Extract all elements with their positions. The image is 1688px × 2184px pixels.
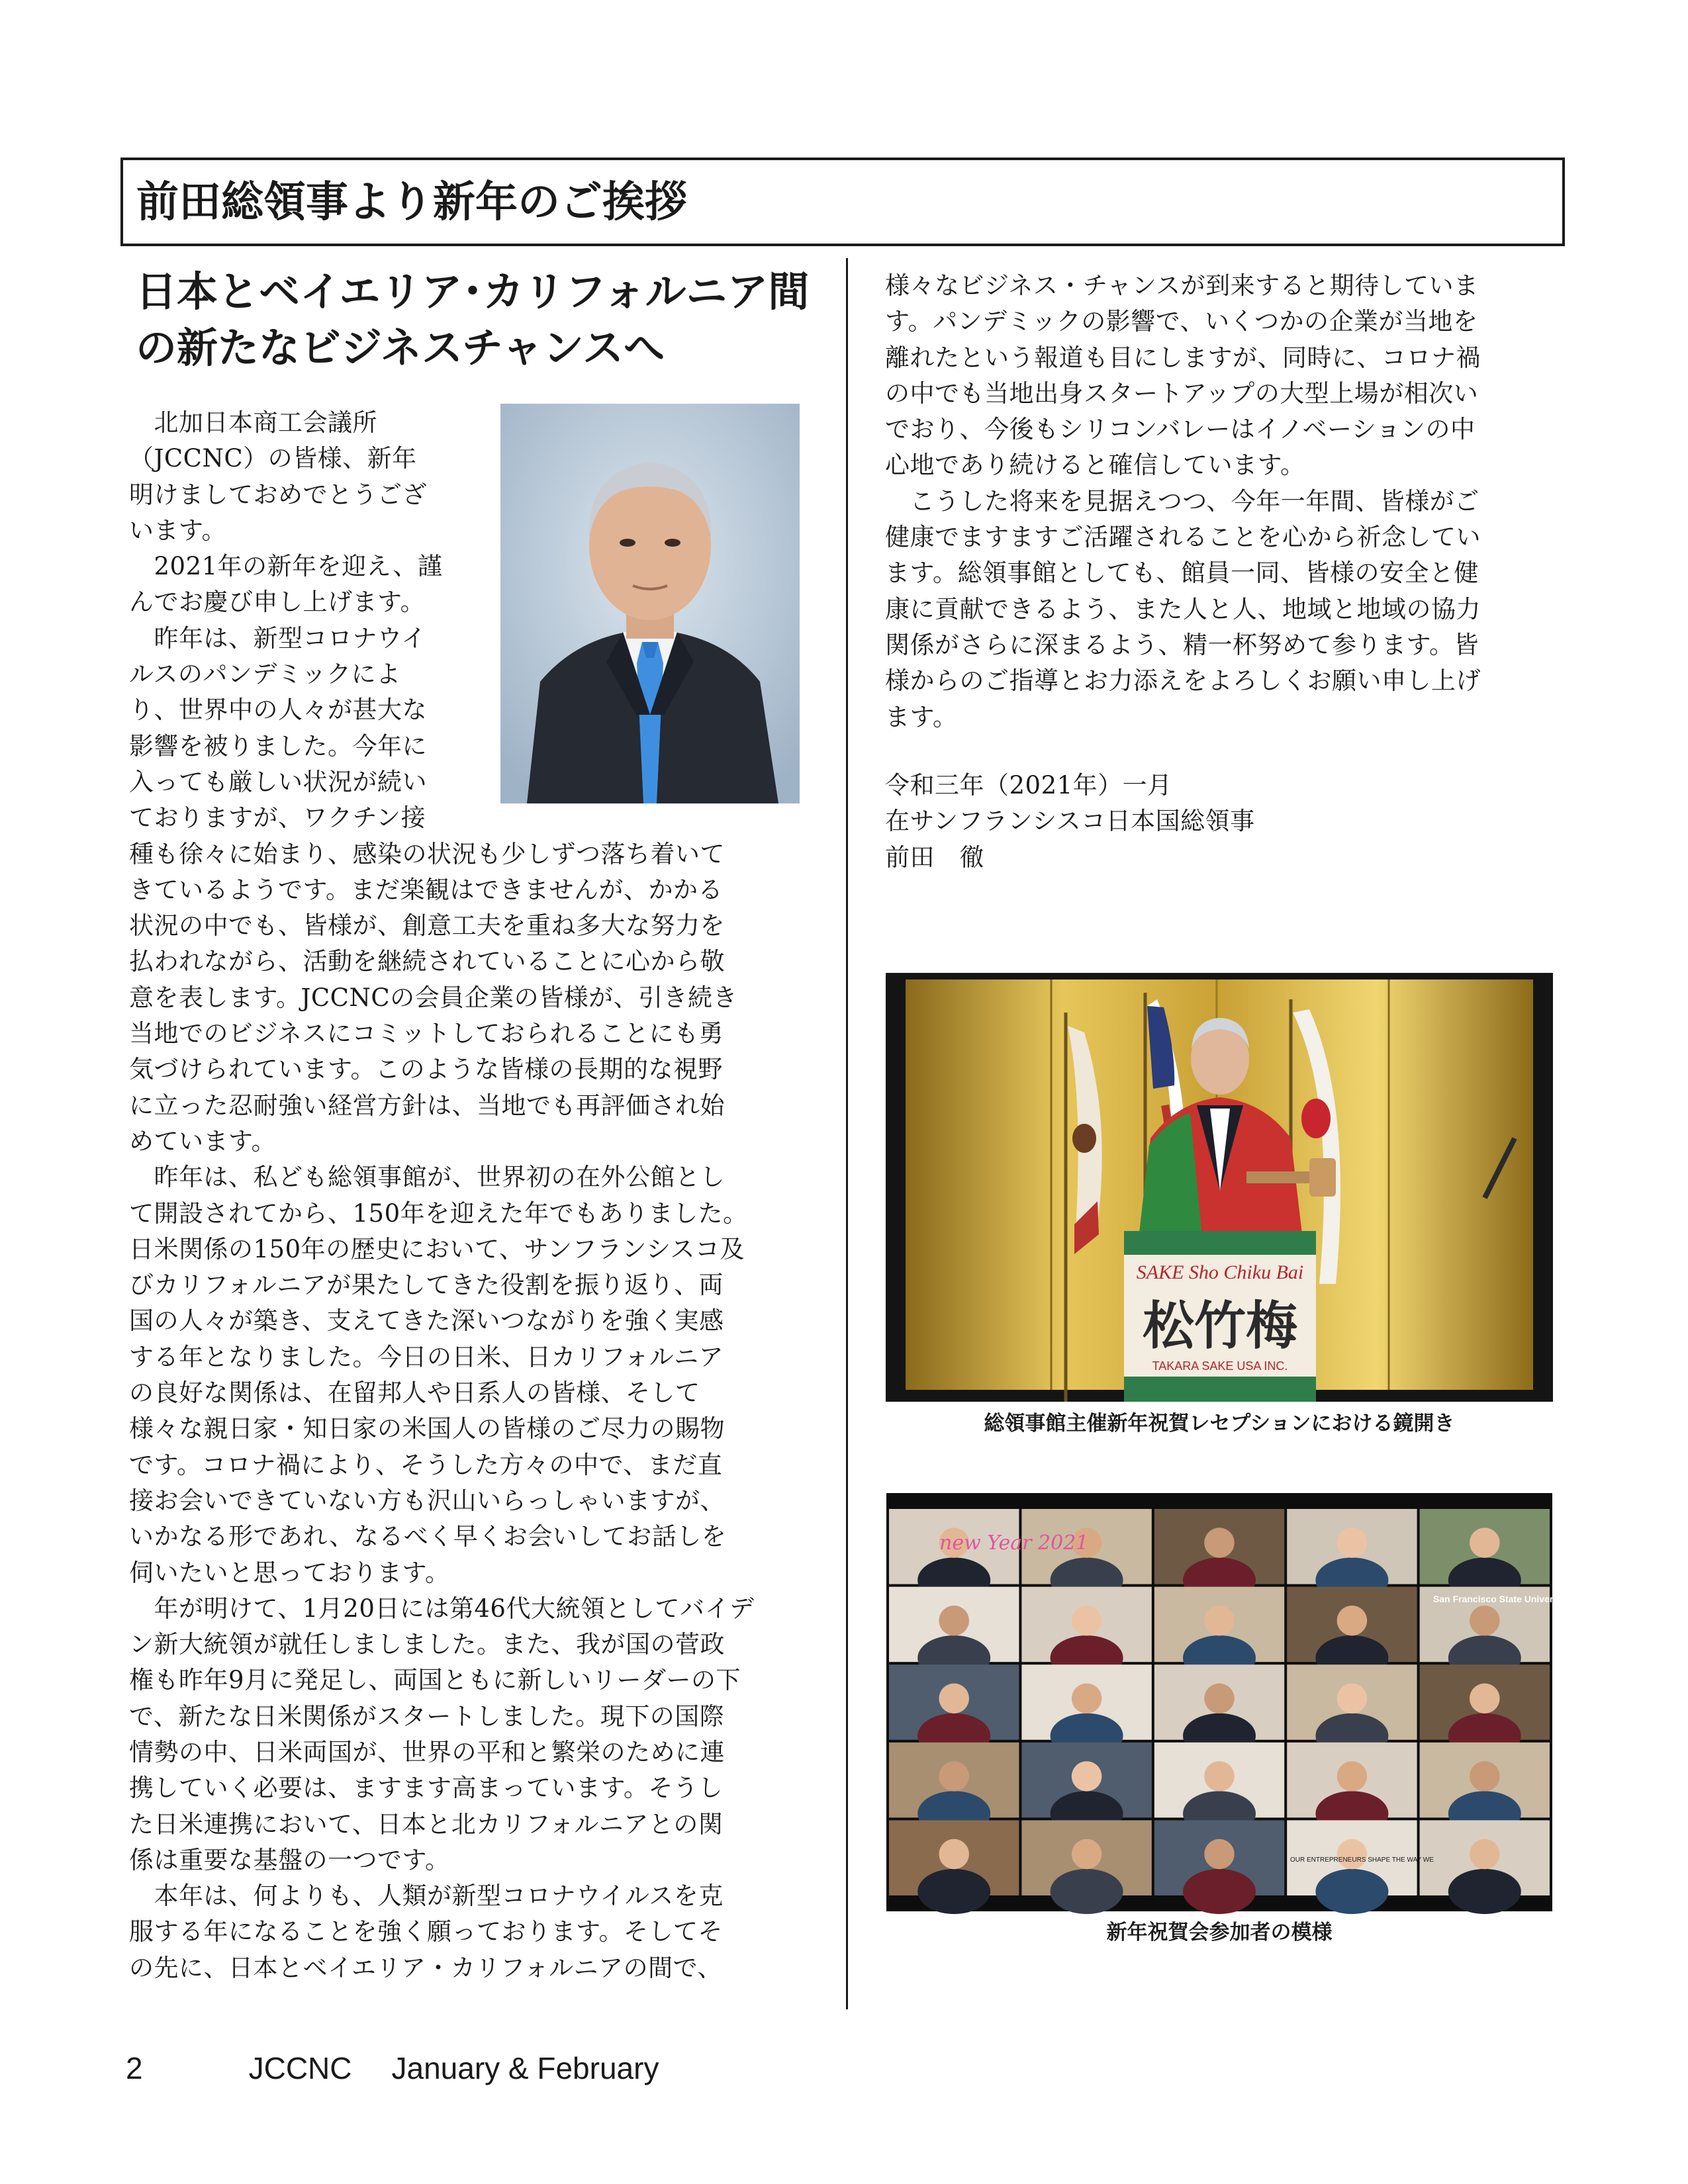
section-header-box — [120, 158, 1565, 246]
paragraph-line: 国の人々が築き、支えてきた深いつながりを強く実感 — [129, 1306, 724, 1336]
body-text-left-column — [129, 405, 804, 1986]
barrel-kanji-text: 松竹梅 — [1142, 1296, 1298, 1356]
paragraph-line: （JCCNC）の皆様、新年 — [129, 444, 417, 473]
column-divider — [846, 258, 848, 2009]
paragraph-line: 意を表します。JCCNCの会員企業の皆様が、引き続き — [129, 983, 738, 1012]
footer-org: JCCNC — [248, 2051, 352, 2085]
signature-date: 令和三年（2021年）一月 — [885, 771, 1172, 799]
paragraph-line: 年が明けて、1月20日には第46代大統領としてバイデ — [129, 1594, 755, 1623]
paragraph-line: 本年は、何よりも、人類が新型コロナウイルスを克 — [129, 1882, 724, 1911]
participant-body — [1051, 1869, 1123, 1914]
paragraph-line: り、世界中の人々が甚大な — [129, 696, 427, 725]
page-number: 2 — [126, 2051, 143, 2085]
paragraph-line: の良好な関係は、在留邦人や日系人の皆様、そして — [129, 1379, 700, 1408]
paragraph-line: 係は重要な基盤の一つです。 — [129, 1845, 450, 1874]
participant-head — [1204, 1839, 1234, 1869]
paragraph-line: ルスのパンデミックによ — [129, 660, 401, 689]
article-headline — [136, 263, 837, 376]
barrel-logo-text: SAKE Sho Chiku Bai — [1136, 1261, 1304, 1283]
university-logo-text: San Francisco State University — [1433, 1594, 1570, 1604]
participant-head — [1337, 1527, 1367, 1557]
participant-head — [1204, 1527, 1234, 1557]
paragraph-line: ます。総領事館としても、館員一同、皆様の安全と健 — [885, 559, 1479, 588]
signature-office: 在サンフランシスコ日本国総領事 — [885, 807, 1255, 836]
paragraph-line: 入っても厳しい状況が続い — [129, 767, 427, 796]
participant-head — [1204, 1761, 1234, 1791]
participant-head — [1470, 1606, 1499, 1635]
paragraph-line: びカリフォルニアが果たしてきた役割を振り返り、両 — [129, 1271, 724, 1300]
paragraph-line: 康に貢献できるよう、また人と人、地域と地域の協力 — [885, 594, 1481, 623]
participant-head — [1337, 1684, 1367, 1713]
paragraph-line: 払われながら、活動を継続されていることに心から敬 — [129, 947, 725, 976]
paragraph-line: ておりますが、ワクチン接 — [129, 803, 426, 833]
paragraph-line: 関係がさらに深まるよう、精一杯努めて参ります。皆 — [885, 630, 1479, 659]
headline-line-2: の新たなビジネスチャンスへ — [136, 324, 665, 372]
paragraph-line: 昨年は、私ども総領事館が、世界初の在外公館とし — [129, 1163, 725, 1192]
paragraph-line: いかなる形であれ、なるべく早くお会いしてお話しを — [129, 1522, 727, 1551]
paragraph-line: 離れたという報道も目にしますが、同時に、コロナ禍 — [885, 343, 1481, 372]
participant-head — [1072, 1839, 1102, 1869]
paragraph-line: 状況の中でも、皆様が、創意工夫を重ね多大な努力を — [129, 911, 725, 940]
participant-head — [1337, 1761, 1367, 1791]
participant-head — [1337, 1606, 1367, 1635]
photo1-caption: 総領事館主催新年祝賀レセプションにおける鏡開き — [984, 1412, 1455, 1435]
video-grid-illustration — [886, 1493, 1570, 1911]
paragraph-line: 様からのご指導とお力添えをよろしくお願い申し上げ — [885, 666, 1481, 696]
paragraph-line: の中でも当地出身スタートアップの大型上場が相次い — [885, 379, 1479, 408]
participant-body — [1315, 1869, 1388, 1914]
paragraph-line: する年となりました。今日の日米、日カリフォルニア — [129, 1342, 724, 1371]
paragraph-line: 接お会いできていない方も沢山いらっしゃいますが、 — [129, 1486, 725, 1515]
paragraph-line: 伺いたいと思っております。 — [129, 1558, 450, 1587]
paragraph-line: 権も昨年9月に発足し、両国ともに新しいリーダーの下 — [129, 1666, 741, 1695]
paragraph-line: きているようです。まだ楽観はできませんが、かかる — [129, 875, 724, 904]
paragraph-line: 様々な親日家・知日家の米国人の皆様のご尽力の賜物 — [129, 1414, 725, 1443]
participant-head — [1072, 1761, 1102, 1791]
participant-body — [1183, 1869, 1256, 1914]
participant-head — [939, 1839, 968, 1869]
paragraph-line: です。コロナ禍により、そうした方々の中で、まだ直 — [129, 1450, 723, 1479]
paragraph-line: 気づけられています。このような皆様の長期的な視野 — [129, 1055, 724, 1084]
participant-head — [1470, 1684, 1499, 1713]
paragraph-line: 情勢の中、日米両国が、世界の平和と繁栄のために連 — [129, 1737, 725, 1766]
paragraph-line: の先に、日本とベイエリア・カリフォルニアの間で、 — [129, 1953, 722, 1982]
paragraph-line: 2021年の新年を迎え、謹 — [129, 552, 443, 581]
participant-head — [1337, 1839, 1367, 1869]
paragraph-line: た日米連携において、日本と北カリフォルニアとの関 — [129, 1809, 724, 1839]
paragraph-line: 携していく必要は、ますます高まっています。そうし — [129, 1774, 724, 1803]
barrel-brand-text: TAKARA SAKE USA INC. — [1152, 1359, 1288, 1373]
participant-head — [1204, 1606, 1234, 1635]
section-title: 前田総領事より新年のご挨拶 — [136, 178, 687, 227]
participant-head — [1072, 1684, 1102, 1713]
paragraph-line: 明けましておめでとうござ — [129, 480, 427, 509]
paragraph-line: て開設されてから、150年を迎えた年でもありました。 — [129, 1199, 748, 1228]
paragraph-line: 服する年になることを強く願っております。そしてそ — [129, 1917, 724, 1946]
paragraph-line: す。パンデミックの影響で、いくつかの企業が当地を — [885, 307, 1478, 336]
participant-head — [1470, 1527, 1499, 1557]
participant-head — [1470, 1761, 1499, 1791]
participant-head — [939, 1606, 968, 1635]
paragraph-line: 心地であり続けると確信しています。 — [885, 451, 1305, 480]
signature-name: 前田 徹 — [885, 842, 984, 872]
paragraph-line: に立った忍耐強い経営方針は、当地でも再評価され始 — [129, 1091, 725, 1120]
participant-head — [1470, 1839, 1499, 1869]
paragraph-line: 影響を被りました。今年に — [129, 731, 427, 760]
participant-body — [917, 1869, 990, 1914]
tile-banner-text: OUR ENTREPRENEURS SHAPE THE WAY WE — [1290, 1856, 1434, 1864]
paragraph-line: ン新大統領が就任しましました。また、我が国の菅政 — [129, 1630, 725, 1659]
new-year-banner-text: new Year 2021 — [939, 1531, 1089, 1555]
participant-head — [1204, 1684, 1234, 1713]
paragraph-line: 種も徐々に始まり、感染の状況も少しずつ落ち着いて — [129, 839, 725, 868]
participant-head — [1072, 1606, 1102, 1635]
paragraph-line: 昨年は、新型コロナウイ — [129, 623, 426, 653]
kagami-biraki-photo — [886, 973, 1553, 1402]
page-footer — [126, 2050, 659, 2087]
kagami-biraki-illustration — [886, 973, 1553, 1402]
paragraph-line: ます。 — [885, 702, 958, 731]
body-text-right-column — [885, 268, 1554, 735]
paragraph-line: 様々なビジネス・チャンスが到来すると期待していま — [885, 271, 1479, 300]
participant-head — [939, 1684, 968, 1713]
paragraph-line: 北加日本商工会議所 — [129, 408, 377, 437]
paragraph-line: います。 — [129, 516, 227, 545]
paragraph-line: めています。 — [129, 1126, 277, 1156]
signature-block — [885, 768, 1255, 876]
paragraph-line: んでお慶び申し上げます。 — [129, 588, 426, 617]
paragraph-line: 健康でますますご活躍されることを心から祈念してい — [885, 523, 1481, 552]
new-year-reception-attendees-photo — [886, 1493, 1570, 1911]
participant-head — [939, 1761, 968, 1791]
paragraph-line: こうした将来を見据えつつ、今年一年間、皆様がご — [885, 486, 1479, 516]
footer-issue: January & February — [391, 2051, 659, 2085]
headline-line-1: 日本とベイエリア･カリフォルニア間 — [136, 267, 810, 316]
photo2-caption: 新年祝賀会参加者の模様 — [1106, 1921, 1333, 1944]
paragraph-line: で、新たな日米関係がスタートしました。現下の国際 — [129, 1702, 725, 1731]
paragraph-line: 日米関係の150年の歴史において、サンフランシスコ及 — [129, 1234, 745, 1263]
participant-body — [1448, 1869, 1521, 1914]
paragraph-line: 当地でのビジネスにコミットしておられることにも勇 — [129, 1019, 724, 1048]
paragraph-line: でおり、今後もシリコンバレーはイノベーションの中 — [885, 415, 1476, 444]
